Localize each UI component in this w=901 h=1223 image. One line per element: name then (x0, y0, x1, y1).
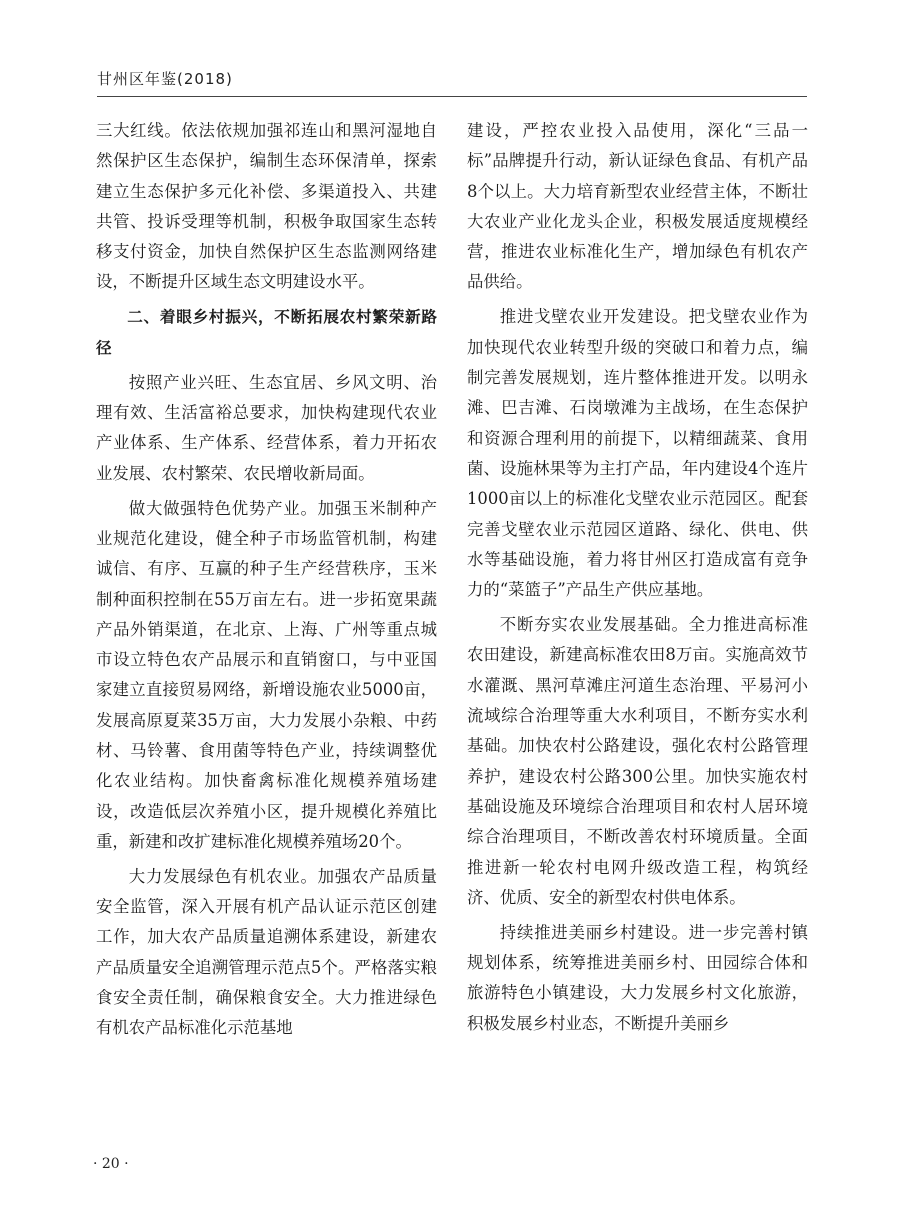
paragraph-green-organic: 大力发展绿色有机农业。加强农产品质量安全监管，深入开展有机产品认证示范区创建工作，加大农产品质量追溯体系建设，新建农产品质量安全追溯管理示范点5个。严格落实粮食安全责任制，确保粮食安全。大力推进绿色有机农产品标准化示范基地 (96, 866, 437, 1038)
page-number: · 20 · (93, 1156, 129, 1172)
running-header (97, 62, 807, 96)
yearbook-title: 甘州区年鉴(2018) (97, 70, 233, 88)
right-text-column (467, 116, 808, 1044)
paragraph-intro: 按照产业兴旺、生态宜居、乡风文明、治理有效、生活富裕总要求，加快构建现代农业产业体系、生产体系、经营体系，着力开拓农业发展、农村繁荣、农民增收新局面。 (96, 372, 437, 483)
paragraph-continued-green: 建设，严控农业投入品使用，深化“三品一标”品牌提升行动，新认证绿色食品、有机产品8个以上。大力培育新型农业经营主体，不断壮大农业产业化龙头企业，积极发展适度规模经营，推进农业标准化生产，增加绿色有机农产品供给。 (467, 121, 808, 292)
section-heading-rural-revitalization: 二、着眼乡村振兴，不断拓展农村繁荣新路径 (96, 308, 437, 357)
header-divider (97, 96, 807, 97)
left-text-column (96, 116, 437, 1048)
paragraph-continued-ecology: 三大红线。依法依规加强祁连山和黑河湿地自然保护区生态保护，编制生态环保清单，探索建立生态保护多元化补偿、多渠道投入、共建共管、投诉受理等机制，积极争取国家生态转移支付资金，加快自然保护区生态监测网络建设，不断提升区域生态文明建设水平。 (96, 121, 437, 292)
paragraph-agri-foundation: 不断夯实农业发展基础。全力推进高标准农田建设，新建高标准农田8万亩。实施高效节水灌溉、黑河草滩庄河道生态治理、平易河小流域综合治理等重大水利项目，不断夯实水利基础。加快农村公路建设，强化农村公路管理养护，建设农村公路300公里。加快实施农村基础设施及环境综合治理项目和农村人居环境综合治理项目，不断改善农村环境质量。全面推进新一轮农村电网升级改造工程，构筑经济、优质、安全的新型农村供电体系。 (467, 615, 808, 907)
paragraph-beautiful-village: 持续推进美丽乡村建设。进一步完善村镇规划体系，统筹推进美丽乡村、田园综合体和旅游特色小镇建设，大力发展乡村文化旅游，积极发展乡村业态，不断提升美丽乡 (467, 922, 808, 1033)
paragraph-special-industries: 做大做强特色优势产业。加强玉米制种产业规范化建设，健全种子市场监管机制，构建诚信、有序、互赢的种子生产经营秩序，玉米制种面积控制在55万亩左右。进一步拓宽果蔬产品外销渠道，在北京、上海、广州等重点城市设立特色农产品展示和直销窗口，与中亚国家建立直接贸易网络，新增设施农业5000亩，发展高原夏菜35万亩，大力发展小杂粮、中药材、马铃薯、食用菌等特色产业，持续调整优化农业结构。加快畜禽标准化规模养殖场建设，改造低层次养殖小区，提升规模化养殖比重，新建和改扩建标准化规模养殖场20个。 (96, 498, 437, 851)
paragraph-gobi-agriculture: 推进戈壁农业开发建设。把戈壁农业作为加快现代农业转型升级的突破口和着力点，编制完善发展规划，连片整体推进开发。以明永滩、巴吉滩、石岗墩滩为主战场，在生态保护和资源合理利用的前提下，以精细蔬菜、食用菌、设施林果等为主打产品，年内建设4个连片1000亩以上的标准化戈壁农业示范园区。配套完善戈壁农业示范园区道路、绿化、供电、供水等基础设施，着力将甘州区打造成富有竞争力的“菜篮子”产品生产供应基地。 (467, 307, 808, 600)
